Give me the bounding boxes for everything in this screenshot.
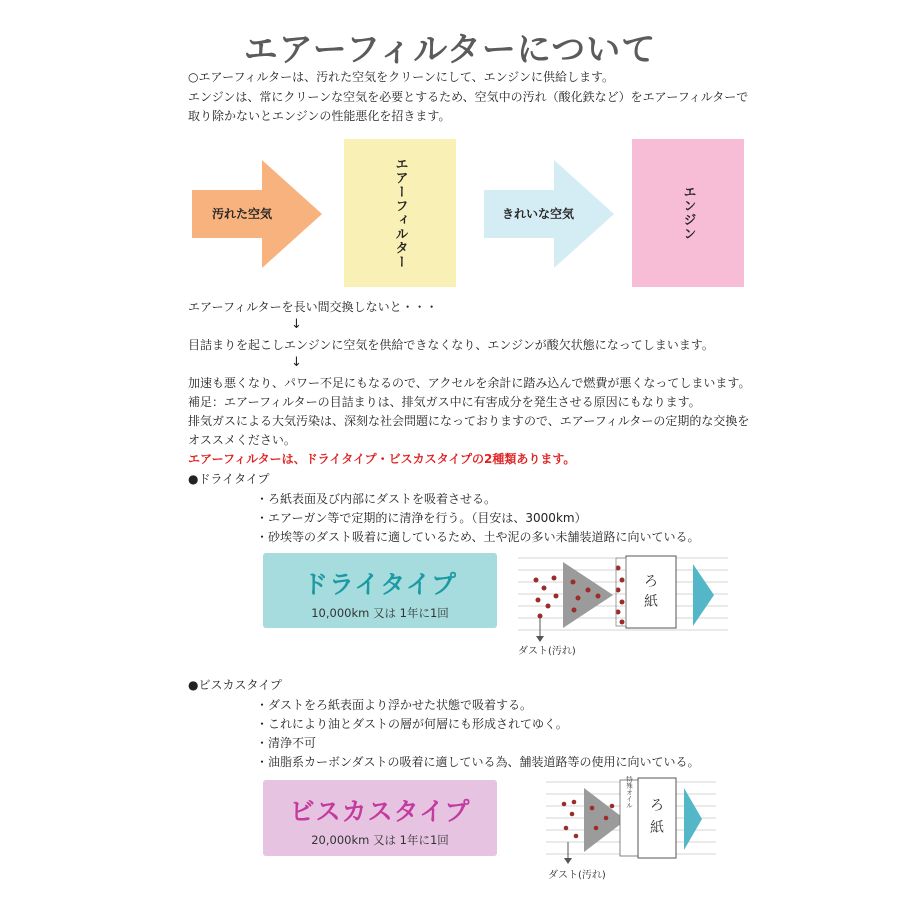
engine-block xyxy=(632,139,744,287)
dust-label: ダスト(汚れ) xyxy=(518,646,576,657)
engine-label: エンジン xyxy=(680,185,696,241)
explain-line-2: 目詰まりを起こしエンジンに空気を供給できなくなり、エンジンが酸欠状態になってしまいます。 xyxy=(188,338,714,352)
dirty-air-label: 汚れた空気 xyxy=(212,207,273,221)
filter-label: エアーフィルター xyxy=(392,157,408,269)
explain-line-4: 補足：エアーフィルターの目詰まりは、排気ガス中に有害成分を発生させる原因にもなります。 xyxy=(188,395,701,409)
dry-filter-diagram xyxy=(518,550,728,660)
dry-type-title: ドライタイプ xyxy=(302,570,457,599)
viscous-filter-diagram xyxy=(546,772,716,884)
dust-label: ダスト(汚れ) xyxy=(548,870,606,881)
viscous-type-interval: 20,000km 又は 1年に1回 xyxy=(311,833,449,847)
intro-line: ○エアーフィルターは、汚れた空気をクリーンにして、エンジンに供給します。 xyxy=(188,70,615,84)
intro-text xyxy=(188,68,748,127)
dry-type-interval: 10,000km 又は 1年に1回 xyxy=(311,606,449,620)
dry-bullet: ・エアーガン等で定期的に清浄を行う。（目安は、3000km） xyxy=(256,511,587,525)
dry-type-box xyxy=(263,553,497,628)
explain-line-3: 加速も悪くなり、パワー不足にもなるので、アクセルを余計に踏み込んで燃費が悪くなってしまいます。 xyxy=(188,376,751,390)
dry-bullet: ・砂埃等のダスト吸着に適しているため、土や泥の多い未舗装道路に向いている。 xyxy=(256,530,700,544)
viscous-bullet: ・油脂系カーボンダストの吸着に適している為、舗装道路等の使用に向いている。 xyxy=(256,755,700,769)
intro-line: 取り除かないとエンジンの性能悪化を招きます。 xyxy=(188,109,451,123)
explain-line-6: オススメください。 xyxy=(188,433,296,447)
filter-block xyxy=(344,139,456,287)
down-arrow-1: ↓ xyxy=(291,317,302,332)
viscous-bullet: ・これにより油とダストの層が何層にも形成されてゆく。 xyxy=(256,717,568,731)
paper-label-2: 紙 xyxy=(650,820,664,836)
explain-line-1: エアーフィルターを長い間交換しないと・・・ xyxy=(188,300,438,314)
dry-heading: ●ドライタイプ xyxy=(188,472,270,486)
explain-line-5: 排気ガスによる大気汚染は、深刻な社会問題になっておりますので、エアーフィルターの定期的な交換を xyxy=(188,414,750,428)
oil-layer-label: 特殊オイル xyxy=(625,775,633,809)
dry-bullet: ・ろ紙表面及び内部にダストを吸着させる。 xyxy=(256,492,497,506)
viscous-type-title: ビスカスタイプ xyxy=(289,797,471,826)
types-note: エアーフィルターは、ドライタイプ・ビスカスタイプの2種類あります。 xyxy=(188,452,576,466)
viscous-bullet: ・ダストをろ紙表面より浮かせた状態で吸着する。 xyxy=(256,698,533,712)
clean-air-label: きれいな空気 xyxy=(502,207,575,221)
paper-label-1: ろ xyxy=(644,574,658,590)
viscous-type-box xyxy=(263,780,497,856)
page-title: エアーフィルターについて xyxy=(243,30,657,70)
down-arrow-2: ↓ xyxy=(291,355,302,370)
paper-label-1: ろ xyxy=(650,798,664,814)
intro-line: エンジンは、常にクリーンな空気を必要とするため、空気中の汚れ（酸化鉄など）をエアーフィルターで xyxy=(188,89,749,104)
viscous-bullet: ・清浄不可 xyxy=(256,736,317,750)
outlet-arrow-icon xyxy=(693,564,714,626)
outlet-arrow-icon xyxy=(684,788,702,850)
viscous-heading: ●ビスカスタイプ xyxy=(188,678,282,692)
paper-label-2: 紙 xyxy=(644,594,658,610)
